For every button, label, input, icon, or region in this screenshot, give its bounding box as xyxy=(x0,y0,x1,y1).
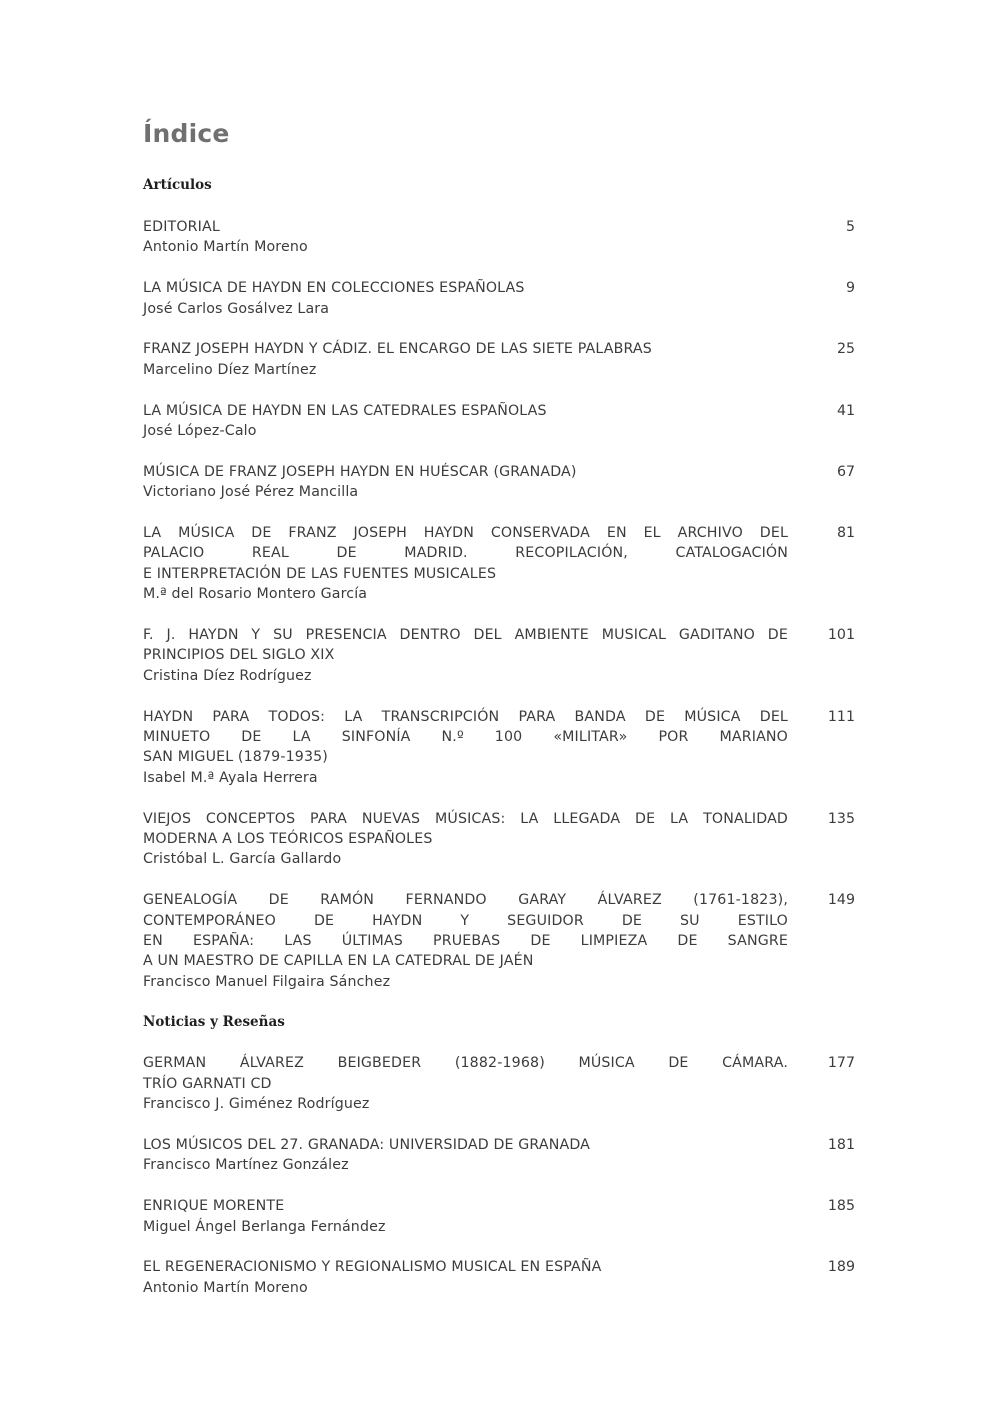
entry-author: Victoriano José Pérez Mancilla xyxy=(143,484,359,501)
entry-title: ENRIQUE MORENTE xyxy=(143,1198,285,1215)
entry-author: Francisco Manuel Filgaira Sánchez xyxy=(143,973,391,990)
entry-page-number: 81 xyxy=(836,525,855,542)
entry-title: LA MÚSICA DE HAYDN EN COLECCIONES ESPAÑOLAS xyxy=(143,280,525,297)
entry-page-number: 189 xyxy=(827,1259,855,1276)
entry-title: F. J. HAYDN Y SU PRESENCIA DENTRO DEL AMBIENTE MUSICAL GADITANO DE PRINCIPIOS DEL SIGLO XIX xyxy=(143,627,788,664)
entry-author: Antonio Martín Moreno xyxy=(143,239,308,256)
entry-page-number: 111 xyxy=(827,708,855,725)
section-heading-noticias: Noticias y Reseñas xyxy=(143,1014,285,1031)
entry-title: LOS MÚSICOS DEL 27. GRANADA: UNIVERSIDAD DE GRANADA xyxy=(143,1136,591,1153)
entry-author: Francisco J. Giménez Rodríguez xyxy=(143,1096,370,1113)
table-of-contents xyxy=(143,112,857,1298)
entry-page-number: 177 xyxy=(827,1055,855,1072)
entry-page-number: 5 xyxy=(845,219,855,235)
toc-entry xyxy=(143,1257,857,1298)
entry-title: EL REGENERACIONISMO Y REGIONALISMO MUSICAL EN ESPAÑA xyxy=(143,1259,602,1276)
entry-page-number: 181 xyxy=(827,1136,855,1153)
entry-page-number: 185 xyxy=(827,1198,855,1215)
toc-entry xyxy=(143,401,857,442)
toc-entry xyxy=(143,217,857,258)
entry-author: Cristóbal L. García Gallardo xyxy=(143,851,342,868)
entry-title: LA MÚSICA DE HAYDN EN LAS CATEDRALES ESPAÑOLAS xyxy=(143,402,547,419)
entry-title: VIEJOS CONCEPTOS PARA NUEVAS MÚSICAS: LA LLEGADA DE LA TONALIDAD MODERNA A LOS TEÓRICOS ESPAÑOLES xyxy=(143,810,788,848)
toc-entry xyxy=(143,707,857,789)
entry-page-number: 9 xyxy=(845,280,855,297)
entry-page-number: 101 xyxy=(827,627,855,644)
entry-title: LA MÚSICA DE FRANZ JOSEPH HAYDN CONSERVADA EN EL ARCHIVO DEL PALACIO REAL DE MADRID. RECOPILACIÓN, CATALOGACIÓN E INTERPRETACIÓN DE LAS FUENTES MUSICALES xyxy=(143,525,788,582)
toc-entry xyxy=(143,625,857,686)
entry-title: GENEALOGÍA DE RAMÓN FERNANDO GARAY ÁLVAREZ (1761-1823), CONTEMPORÁNEO DE HAYDN Y SEGUIDOR DE SU ESTILO EN ESPAÑA: LAS ÚLTIMAS PRUEBAS DE LIMPIEZA DE SANGRE A UN MAESTRO DE CAPILLA EN LA CATEDRAL DE JAÉN xyxy=(143,892,788,970)
entry-title: GERMAN ÁLVAREZ BEIGBEDER (1882-1968) MÚSICA DE CÁMARA. TRÍO GARNATI CD xyxy=(143,1055,788,1092)
page-title: Índice xyxy=(143,119,230,148)
toc-entry xyxy=(143,523,857,605)
entry-page-number: 67 xyxy=(836,463,855,480)
entry-page-number: 41 xyxy=(836,402,855,419)
entry-author: Miguel Ángel Berlanga Fernández xyxy=(143,1218,386,1235)
entry-page-number: 149 xyxy=(827,892,855,909)
noticias-list xyxy=(143,1053,857,1298)
toc-entry xyxy=(143,809,857,870)
entry-author: José Carlos Gosálvez Lara xyxy=(143,300,330,317)
entry-page-number: 135 xyxy=(827,810,855,827)
entry-page-number: 25 xyxy=(836,341,855,358)
toc-entry xyxy=(143,890,857,992)
entry-author: Antonio Martín Moreno xyxy=(143,1279,308,1296)
toc-entry xyxy=(143,339,857,380)
articulos-list xyxy=(143,217,857,992)
entry-author: José López-Calo xyxy=(143,423,257,440)
entry-title: MÚSICA DE FRANZ JOSEPH HAYDN EN HUÉSCAR (GRANADA) xyxy=(143,463,577,480)
entry-title: HAYDN PARA TODOS: LA TRANSCRIPCIÓN PARA BANDA DE MÚSICA DEL MINUETO DE LA SINFONÍA N.º 100 «MILITAR» POR MARIANO SAN MIGUEL (1879-1935) xyxy=(143,708,788,766)
toc-entry xyxy=(143,1196,857,1237)
section-heading-articulos: Artículos xyxy=(143,177,212,193)
entry-author: Marcelino Díez Martínez xyxy=(143,361,317,378)
entry-author: Cristina Díez Rodríguez xyxy=(143,667,312,684)
toc-entry xyxy=(143,1135,857,1176)
entry-author: Francisco Martínez González xyxy=(143,1157,349,1174)
entry-author: M.ª del Rosario Montero García xyxy=(143,586,368,603)
toc-entry xyxy=(143,1053,857,1114)
entry-title: EDITORIAL xyxy=(143,219,220,235)
toc-entry xyxy=(143,278,857,319)
entry-title: FRANZ JOSEPH HAYDN Y CÁDIZ. EL ENCARGO DE LAS SIETE PALABRAS xyxy=(143,341,652,358)
entry-author: Isabel M.ª Ayala Herrera xyxy=(143,769,318,786)
toc-entry xyxy=(143,462,857,503)
